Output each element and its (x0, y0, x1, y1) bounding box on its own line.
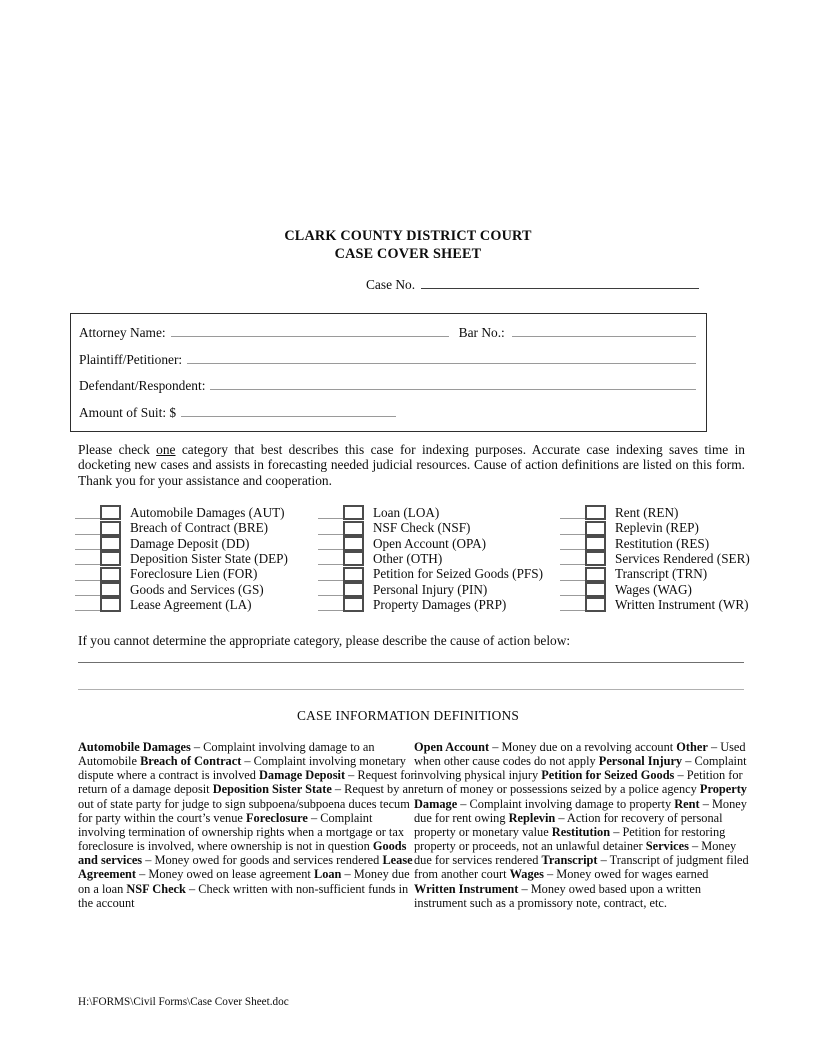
definition-text: – Money owed for wages earned (547, 867, 709, 882)
definition-item (414, 740, 673, 754)
definition-term: Deposition Sister State (212, 782, 332, 797)
definition-term: Replevin (508, 810, 556, 825)
category-row (75, 505, 288, 520)
amount-of-suit-field[interactable] (181, 414, 396, 417)
category-label: Automobile Damages (AUT) (130, 505, 285, 520)
category-label: Property Damages (PRP) (373, 597, 507, 613)
definition-text: – Money owed on lease agreement (139, 867, 311, 882)
category-writein-line (560, 595, 585, 596)
category-checkbox[interactable] (100, 505, 121, 520)
case-no-label: Case No. (366, 277, 416, 292)
cause-description-line-1[interactable] (78, 662, 744, 663)
category-writein-line (560, 610, 585, 611)
category-label: Loan (LOA) (373, 505, 440, 520)
definition-text: – Action for recovery of personal property or monetary value (414, 810, 723, 839)
category-writein-line (318, 580, 343, 581)
case-no-field[interactable] (421, 286, 699, 289)
category-writein-line (560, 518, 585, 519)
category-row (560, 597, 750, 612)
category-label: Damage Deposit (DD) (130, 535, 250, 551)
category-writein-line (318, 549, 343, 550)
category-label: Rent (REN) (615, 505, 679, 520)
category-checkbox[interactable] (585, 521, 606, 536)
category-label: Services Rendered (SER) (615, 551, 750, 567)
category-writein-line (560, 549, 585, 550)
definition-text: – Complaint involving termination of ownership rights when a mortgage or tax foreclosure is involved, where ownership is not in question (78, 810, 405, 854)
definition-term: Goods and services (78, 839, 407, 868)
category-row (560, 520, 750, 535)
category-checkbox[interactable] (343, 505, 364, 520)
definitions-column-1 (78, 740, 416, 910)
definition-term: Damage Deposit (259, 768, 346, 783)
category-checkbox[interactable] (100, 582, 121, 597)
category-label: Petition for Seized Goods (PFS) (373, 566, 543, 582)
plaintiff-row (79, 352, 696, 379)
category-row (75, 536, 288, 551)
category-writein-line (75, 534, 100, 535)
category-checkbox[interactable] (585, 567, 606, 582)
category-column-1 (75, 505, 288, 612)
bar-no-label: Bar No.: (458, 325, 505, 340)
definition-text: – Money due for services rendered (414, 839, 737, 868)
category-row (318, 597, 543, 612)
category-checkbox[interactable] (100, 551, 121, 566)
category-checkbox[interactable] (343, 597, 364, 612)
bar-no-field[interactable] (512, 334, 696, 337)
category-row (75, 520, 288, 535)
category-writein-line (75, 595, 100, 596)
definition-text: – Used when other cause codes do not apply (414, 740, 746, 769)
category-checkbox[interactable] (343, 536, 364, 551)
category-writein-line (75, 564, 100, 565)
defendant-field[interactable] (210, 387, 696, 390)
category-label: Lease Agreement (LA) (130, 597, 252, 613)
category-label: Goods and Services (GS) (130, 581, 264, 597)
category-column-2 (318, 505, 543, 612)
definition-term: Petition for Seized Goods (541, 768, 675, 783)
category-row (318, 551, 543, 566)
category-writein-line (560, 564, 585, 565)
category-checkbox[interactable] (343, 521, 364, 536)
category-label: Deposition Sister State (DEP) (130, 551, 288, 567)
amount-of-suit-row (79, 405, 696, 432)
category-label: Replevin (REP) (615, 520, 699, 536)
definition-term: NSF Check (126, 881, 186, 896)
category-writein-line (318, 534, 343, 535)
category-checkbox[interactable] (100, 521, 121, 536)
category-writein-line (318, 610, 343, 611)
category-label: NSF Check (NSF) (373, 520, 471, 536)
category-label: Other (OTH) (373, 551, 443, 567)
definition-text: – Money due on a loan (78, 867, 410, 896)
definition-term: Automobile Damages (78, 740, 191, 754)
category-checkbox[interactable] (585, 597, 606, 612)
definition-text: – Money due on a revolving account (492, 740, 674, 754)
definition-term: Written Instrument (414, 881, 519, 896)
category-label: Personal Injury (PIN) (373, 581, 488, 597)
form-name-title: CASE COVER SHEET (334, 245, 482, 262)
court-name-title: CLARK COUNTY DISTRICT COURT (284, 228, 532, 244)
category-row (318, 536, 543, 551)
definition-text: – Complaint involving damage to property (460, 796, 672, 811)
category-label: Written Instrument (WR) (615, 597, 749, 613)
definition-term: Loan (313, 867, 342, 882)
category-writein-line (318, 595, 343, 596)
category-row (75, 566, 288, 581)
definition-term: Breach of Contract (140, 754, 242, 769)
category-row (318, 505, 543, 520)
category-checkbox[interactable] (343, 567, 364, 582)
category-row (560, 505, 750, 520)
definition-text: – Complaint involving physical injury (414, 754, 747, 783)
definition-term: Open Account (414, 740, 490, 754)
definition-term: Transcript (541, 853, 598, 868)
definition-term: Wages (509, 867, 544, 882)
amount-of-suit-label: Amount of Suit: $ (79, 404, 177, 420)
definition-term: Other (676, 740, 708, 754)
category-label: Transcript (TRN) (615, 566, 708, 582)
category-writein-line (75, 610, 100, 611)
category-checkbox[interactable] (343, 582, 364, 597)
instructions-part2: category that best describes this case for indexing purposes. Accurate case indexing saves time in docketing new cases and assists in forecasting needed judicial resources. Cause of action definitions are listed on this form. Thank you for your assistance and cooperation. (78, 442, 745, 488)
category-row (318, 520, 543, 535)
definition-term: Property Damage (414, 782, 747, 811)
fallback-prompt: If you cannot determine the appropriate category, please describe the cause of action below: (78, 633, 571, 648)
definition-term: Rent (674, 796, 700, 811)
category-writein-line (75, 580, 100, 581)
attorney-name-label: Attorney Name: (79, 325, 166, 340)
definition-text: – Request by an out of state party for judge to sign subpoena/subpoena duces tecum for party within the court’s venue (78, 782, 415, 825)
category-row (560, 536, 750, 551)
category-label: Foreclosure Lien (FOR) (130, 566, 258, 582)
category-checkbox[interactable] (343, 551, 364, 566)
definition-text: – Petition for return of money or possessions seized by a police agency (414, 768, 743, 797)
category-writein-line (318, 564, 343, 565)
category-checkbox[interactable] (585, 551, 606, 566)
cause-description-line-2[interactable] (78, 689, 744, 690)
category-column-3 (560, 505, 750, 612)
definition-text: – Transcript of judgment filed from another court (414, 853, 749, 882)
attorney-row (79, 325, 696, 352)
indexing-instructions (78, 442, 745, 488)
category-checkbox[interactable] (585, 505, 606, 520)
category-writein-line (75, 549, 100, 550)
definition-text: – Complaint involving monetary dispute where a contract is involved (78, 754, 406, 783)
category-checkbox[interactable] (100, 567, 121, 582)
category-checkbox[interactable] (585, 536, 606, 551)
attorney-name-field[interactable] (171, 334, 449, 337)
definition-item (414, 882, 701, 910)
definition-item (78, 882, 408, 910)
category-label: Open Account (OPA) (373, 535, 487, 551)
category-writein-line (318, 518, 343, 519)
definition-item (510, 867, 709, 881)
category-row (75, 551, 288, 566)
definition-term: Foreclosure (245, 810, 308, 825)
definition-text: – Money owed for goods and services rendered (145, 853, 380, 868)
category-label: Restitution (RES) (615, 535, 710, 551)
definitions-heading: CASE INFORMATION DEFINITIONS (296, 708, 520, 723)
definition-text: – Petition for restoring property or proceeds, not an unlawful detainer (414, 824, 726, 854)
case-no-row (366, 277, 699, 293)
page-title (0, 228, 816, 263)
definition-term: Restitution (551, 824, 611, 839)
plaintiff-field[interactable] (187, 361, 696, 364)
definition-text: – Money owed based upon a written instrument such as a promissory note, contract, etc. (414, 881, 702, 910)
category-checkbox[interactable] (100, 597, 121, 612)
category-row (560, 582, 750, 597)
category-checkbox[interactable] (100, 536, 121, 551)
category-writein-line (75, 518, 100, 519)
definition-text: – Request for return of a damage deposit (78, 768, 415, 797)
category-writein-line (560, 534, 585, 535)
plaintiff-label: Plaintiff/Petitioner: (79, 351, 183, 367)
party-info-box (70, 313, 707, 432)
defendant-label: Defendant/Respondent: (79, 378, 206, 394)
category-row (318, 566, 543, 581)
defendant-row (79, 378, 696, 405)
category-row (560, 551, 750, 566)
category-checkbox[interactable] (585, 582, 606, 597)
definitions-column-2 (414, 740, 750, 910)
category-row (75, 582, 288, 597)
category-label: Breach of Contract (BRE) (130, 520, 269, 536)
definition-term: Services (645, 839, 689, 854)
category-label: Wages (WAG) (615, 581, 692, 597)
definition-term: Lease Agreement (78, 853, 413, 882)
instructions-part1: Please check (78, 442, 157, 457)
category-row (75, 597, 288, 612)
definition-text: – Check written with non-sufficient funds in the account (78, 881, 409, 910)
definition-text: – Complaint involving damage to an Automobile (78, 740, 375, 769)
category-writein-line (560, 580, 585, 581)
category-row (318, 582, 543, 597)
definition-text: – Money due for rent owing (414, 796, 747, 825)
definition-term: Personal Injury (598, 754, 683, 769)
instructions-emphasized-word: one (156, 442, 176, 457)
category-row (560, 566, 750, 581)
document-file-path: H:\FORMS\Civil Forms\Case Cover Sheet.doc (78, 996, 289, 1008)
